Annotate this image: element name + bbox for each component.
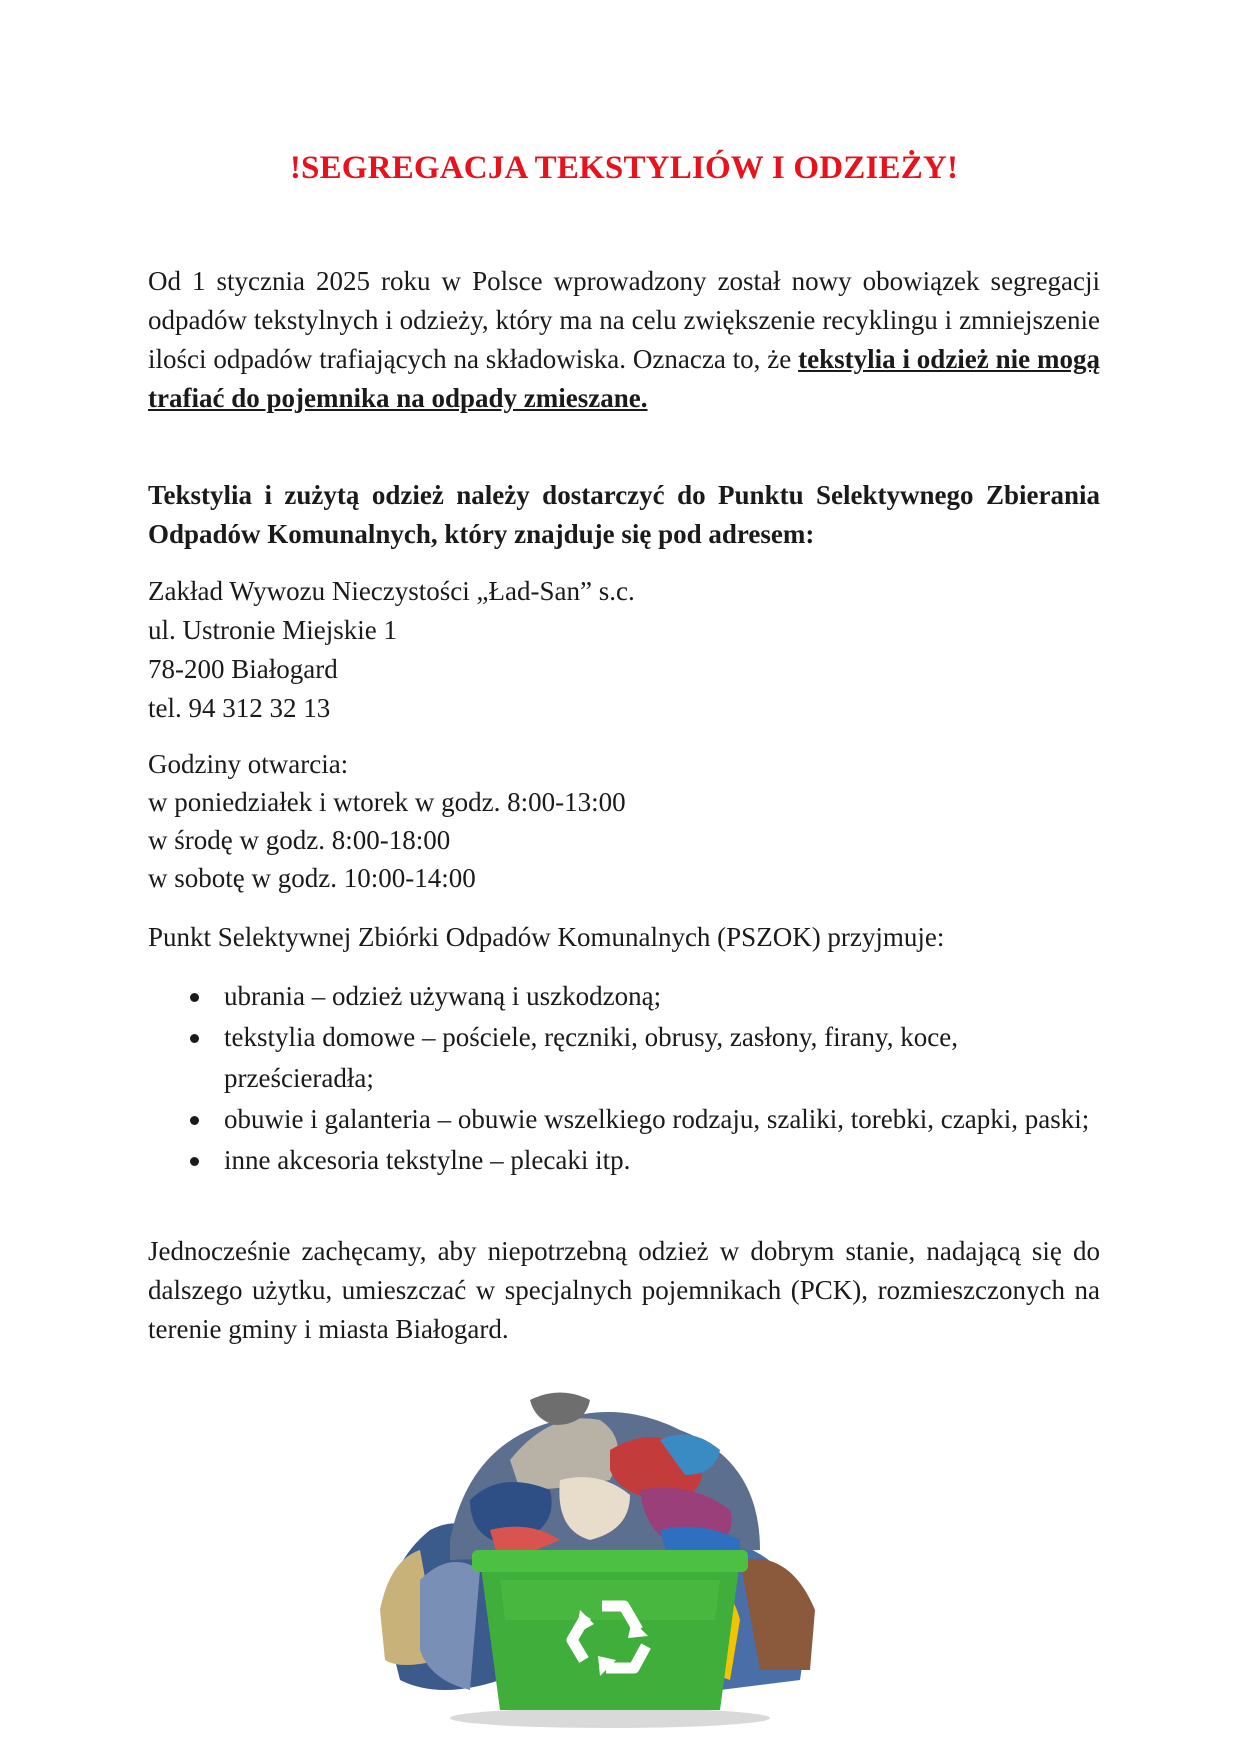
intro-paragraph (148, 262, 1100, 418)
opening-hours (148, 745, 1100, 897)
list-item (148, 1099, 1100, 1140)
page-title: !SEGREGACJA TEKSTYLIÓW I ODZIEŻY! (289, 150, 959, 186)
hours-heading: Godziny otwarcia: (148, 749, 349, 779)
list-item (148, 1017, 1100, 1099)
delivery-note: Tekstylia i zużytą odzież należy dostarczyć do Punktu Selektywnego Zbierania Odpadów Komunalnych, który znajduje się pod adresem: (148, 480, 1100, 549)
closing-paragraph: Jednocześnie zachęcamy, aby niepotrzebną odzież w dobrym stanie, nadającą się do dalszego użytku, umieszczać w specjalnych pojemnikach (PCK), rozmieszczonych na terenie gminy i miasta Białogard. (148, 1236, 1100, 1344)
list-item-text: obuwie i galanteria – obuwie wszelkiego rodzaju, szaliki, torebki, czapki, paski; (224, 1104, 1090, 1134)
list-item (148, 1140, 1100, 1181)
bullet-icon (190, 993, 199, 1002)
address-city: 78-200 Białogard (148, 654, 338, 684)
pszok-intro: Punkt Selektywnej Zbiórki Odpadów Komunalnych (PSZOK) przyjmuje: (148, 922, 945, 952)
bullet-icon (190, 1034, 199, 1043)
list-item (148, 976, 1100, 1017)
bullet-icon (190, 1116, 199, 1125)
intro-emphasis: tekstylia i odzież nie mogą trafiać do pojemnika na odpady zmieszane. (148, 344, 1100, 413)
bullet-icon (190, 1157, 199, 1166)
list-item-text: inne akcesoria tekstylne – plecaki itp. (224, 1145, 631, 1175)
accepted-items-list (148, 976, 1100, 1181)
address-street: ul. Ustronie Miejskie 1 (148, 615, 397, 645)
address-company: Zakład Wywozu Nieczystości „Ład-San” s.c. (148, 576, 635, 606)
list-item-text: ubrania – odzież używaną i uszkodzoną; (224, 981, 662, 1011)
hours-line: w sobotę w godz. 10:00-14:00 (148, 863, 476, 893)
recycling-bin-with-clothes-icon (360, 1380, 840, 1730)
intro-text: Od 1 stycznia 2025 roku w Polsce wprowadzony został nowy obowiązek segregacji odpadów tekstylnych i odzieży, który ma na celu zwiększenie recyklingu i zmniejszenie ilości odpadów trafiających na składowiska. Oznacza to, że (148, 266, 1100, 374)
list-item-text: tekstylia domowe – pościele, ręczniki, obrusy, zasłony, firany, koce, prześcieradła; (224, 1022, 959, 1093)
address-block (148, 572, 1100, 728)
hours-line: w poniedziałek i wtorek w godz. 8:00-13:00 (148, 787, 626, 817)
address-phone: tel. 94 312 32 13 (148, 693, 331, 723)
hours-line: w środę w godz. 8:00-18:00 (148, 825, 451, 855)
